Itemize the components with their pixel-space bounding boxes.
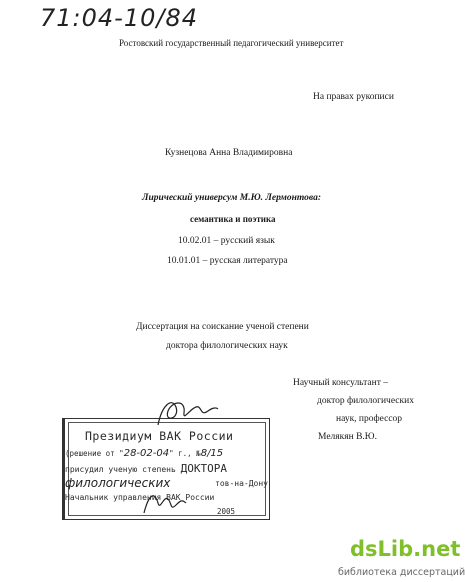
stamp-degree-prefix: присудил ученую степень	[65, 465, 181, 474]
archive-number-handwritten: 71:04-10/84	[40, 4, 198, 32]
dslib-subtitle: библиотека диссертаций	[338, 567, 465, 578]
manuscript-note: На правах рукописи	[313, 92, 394, 102]
dslib-watermark	[330, 537, 465, 581]
stamp-decision-date: 28-02-04	[123, 448, 170, 459]
stamp-field-handwritten: филологических	[65, 476, 171, 490]
stamp-decision-number: 8/15	[200, 448, 224, 459]
stamp-year: 2005	[217, 507, 236, 516]
dslib-logo: dsLib.net	[350, 537, 461, 561]
stamp-signatory: Начальник управления ВАК России	[65, 493, 215, 502]
stamp-decision-mid: " г., №	[169, 449, 201, 458]
stamp-decision-line	[65, 448, 223, 459]
thesis-title-line1: Лирический универсум М.Ю. Лермонтова:	[142, 193, 322, 203]
stamp-degree: ДОКТОРА	[180, 462, 227, 475]
university-name: Ростовский государственный педагогический университет	[119, 38, 344, 48]
advisor-name: Мелякян В.Ю.	[318, 432, 377, 442]
stamp-decision-prefix: (решение от "	[65, 449, 124, 458]
thesis-title-line2: семантика и поэтика	[190, 214, 276, 224]
advisor-line3: наук, профессор	[336, 414, 403, 424]
stamp-field-suffix: тов-на-Дону	[215, 479, 268, 488]
dissertation-type-line1: Диссертация на соискание ученой степени	[136, 322, 309, 332]
stamp-heading: Президиум ВАК России	[85, 429, 234, 443]
advisor-line2: доктор филологических	[317, 396, 414, 406]
advisor-line1: Научный консультант –	[293, 378, 388, 388]
stamp-degree-line	[65, 462, 227, 475]
specialty-code-2: 10.01.01 – русская литература	[167, 256, 288, 266]
dissertation-type-line2: доктора филологических наук	[166, 341, 288, 351]
author-name: Кузнецова Анна Владимировна	[165, 148, 293, 158]
specialty-code-1: 10.02.01 – русский язык	[178, 236, 275, 246]
signature-upper	[150, 395, 220, 430]
signature-lower	[140, 485, 190, 520]
